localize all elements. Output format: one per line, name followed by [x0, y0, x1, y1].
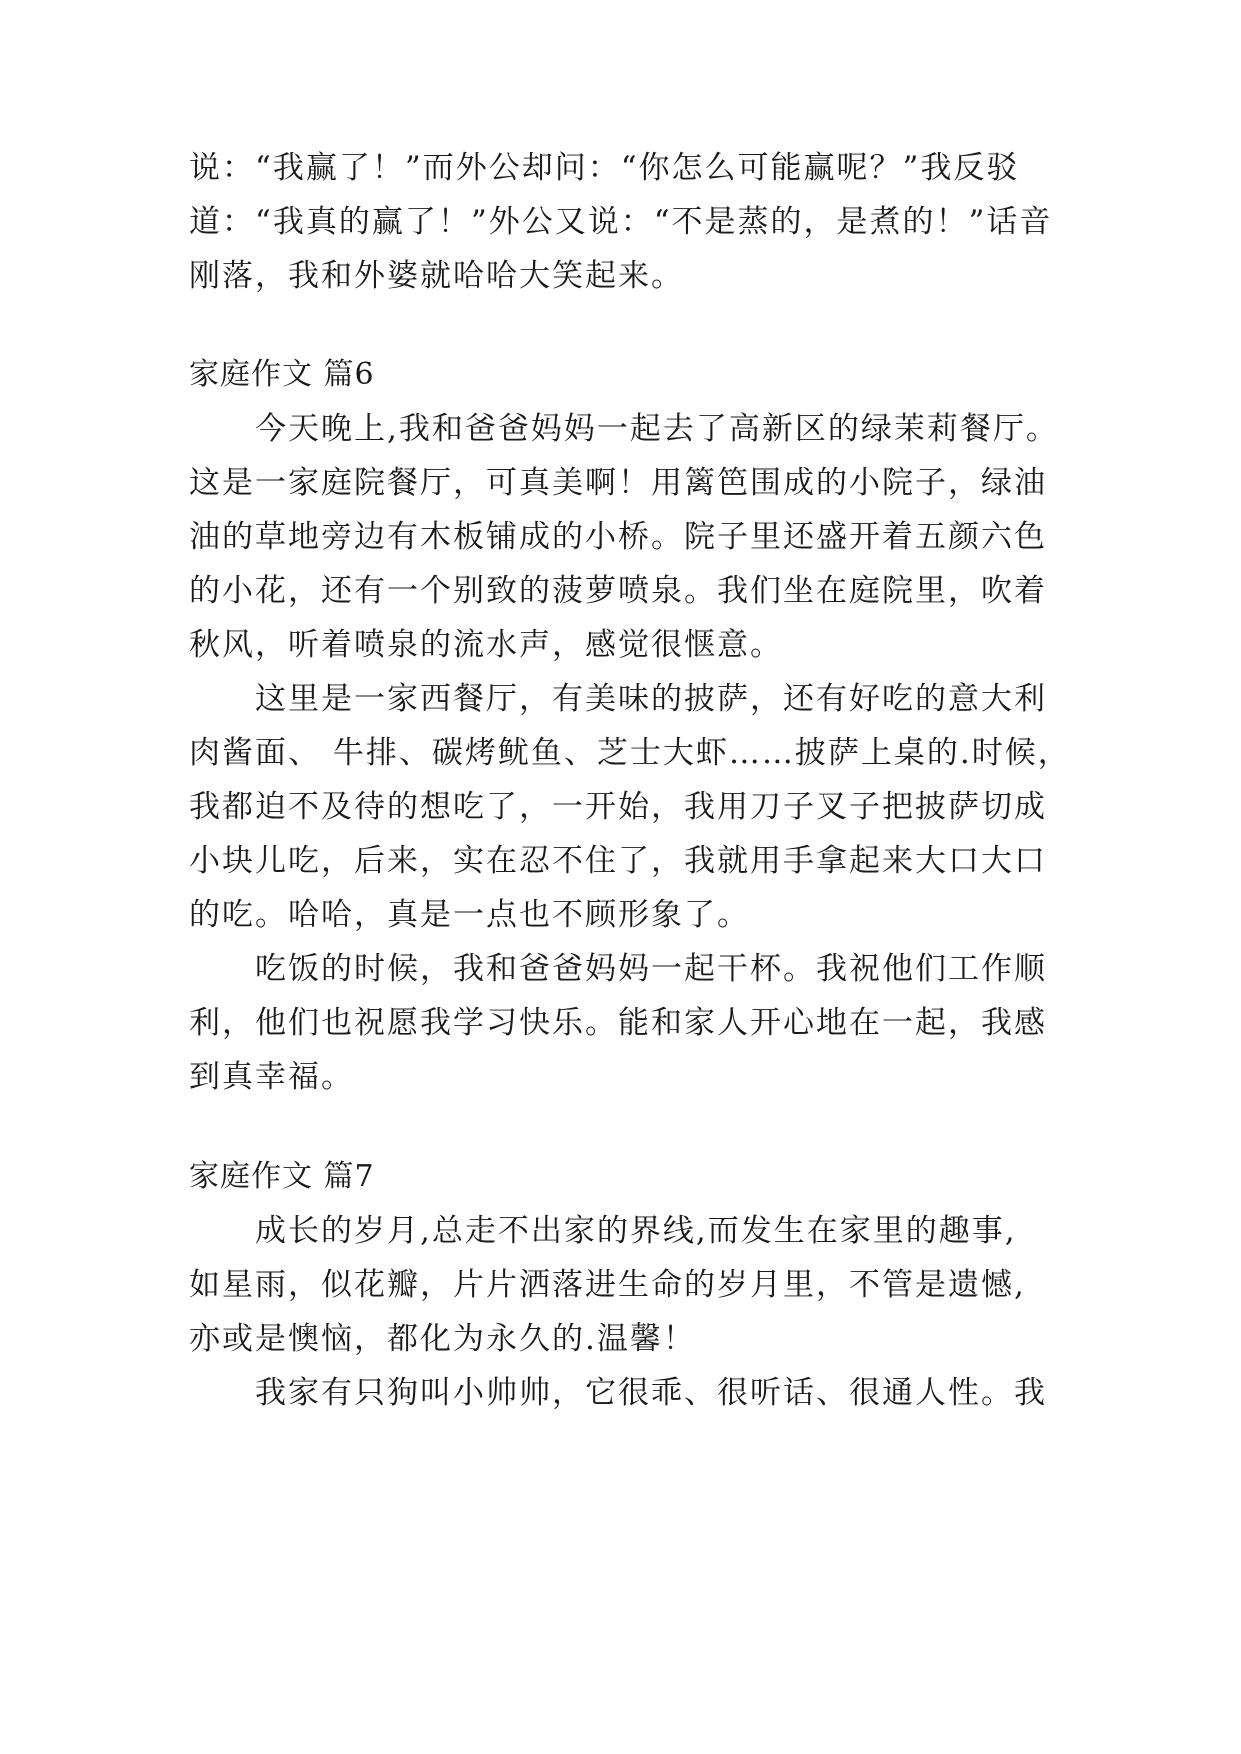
paragraph-line: 的吃。哈哈，真是一点也不顾形象了。 — [189, 897, 750, 933]
paragraph-line: 吃饭的时候，我和爸爸妈妈一起干杯。我祝他们工作顺 — [255, 951, 1047, 987]
paragraph-line: 油的草地旁边有木板铺成的小桥。院子里还盛开着五颜六色 — [189, 519, 1047, 555]
paragraph-line: 这是一家庭院餐厅，可真美啊！用篱笆围成的小院子，绿油 — [189, 465, 1047, 501]
paragraph-line: 成长的岁月,总走不出家的界线,而发生在家里的趣事, — [255, 1213, 1017, 1249]
paragraph-line: 今天晚上,我和爸爸妈妈一起去了高新区的绿茉莉餐厅。 — [255, 411, 1059, 447]
section-heading: 家庭作文 篇7 — [189, 1159, 375, 1194]
paragraph-line: 的小花，还有一个别致的菠萝喷泉。我们坐在庭院里，吹着 — [189, 573, 1047, 609]
paragraph-line: 道：“我真的赢了！”外公又说：“不是蒸的，是煮的！”话音 — [189, 204, 1053, 240]
paragraph-line: 我都迫不及待的想吃了，一开始，我用刀子叉子把披萨切成 — [189, 789, 1047, 825]
paragraph-line: 小块儿吃，后来，实在忍不住了，我就用手拿起来大口大口 — [189, 843, 1047, 879]
paragraph-line: 利，他们也祝愿我学习快乐。能和家人开心地在一起，我感 — [189, 1005, 1047, 1041]
paragraph-line: 这里是一家西餐厅，有美味的披萨，还有好吃的意大利 — [255, 681, 1047, 717]
paragraph-line: 刚落，我和外婆就哈哈大笑起来。 — [189, 258, 684, 294]
paragraph-line: 肉酱面、 牛排、碳烤鱿鱼、芝士大虾……披萨上桌的.时候， — [189, 735, 1071, 771]
paragraph-line: 说：“我赢了！”而外公却问：“你怎么可能赢呢？”我反驳 — [189, 150, 1020, 186]
paragraph-line: 亦或是懊恼，都化为永久的.温馨！ — [189, 1321, 696, 1357]
paragraph-line: 如星雨，似花瓣，片片洒落进生命的岁月里，不管是遗憾, — [189, 1267, 1026, 1303]
paragraph-line: 到真幸福。 — [189, 1059, 354, 1095]
paragraph-line: 秋风，听着喷泉的流水声，感觉很惬意。 — [189, 627, 783, 663]
section-heading: 家庭作文 篇6 — [189, 357, 375, 392]
paragraph-line: 我家有只狗叫小帅帅，它很乖、很听话、很通人性。我 — [255, 1375, 1047, 1411]
